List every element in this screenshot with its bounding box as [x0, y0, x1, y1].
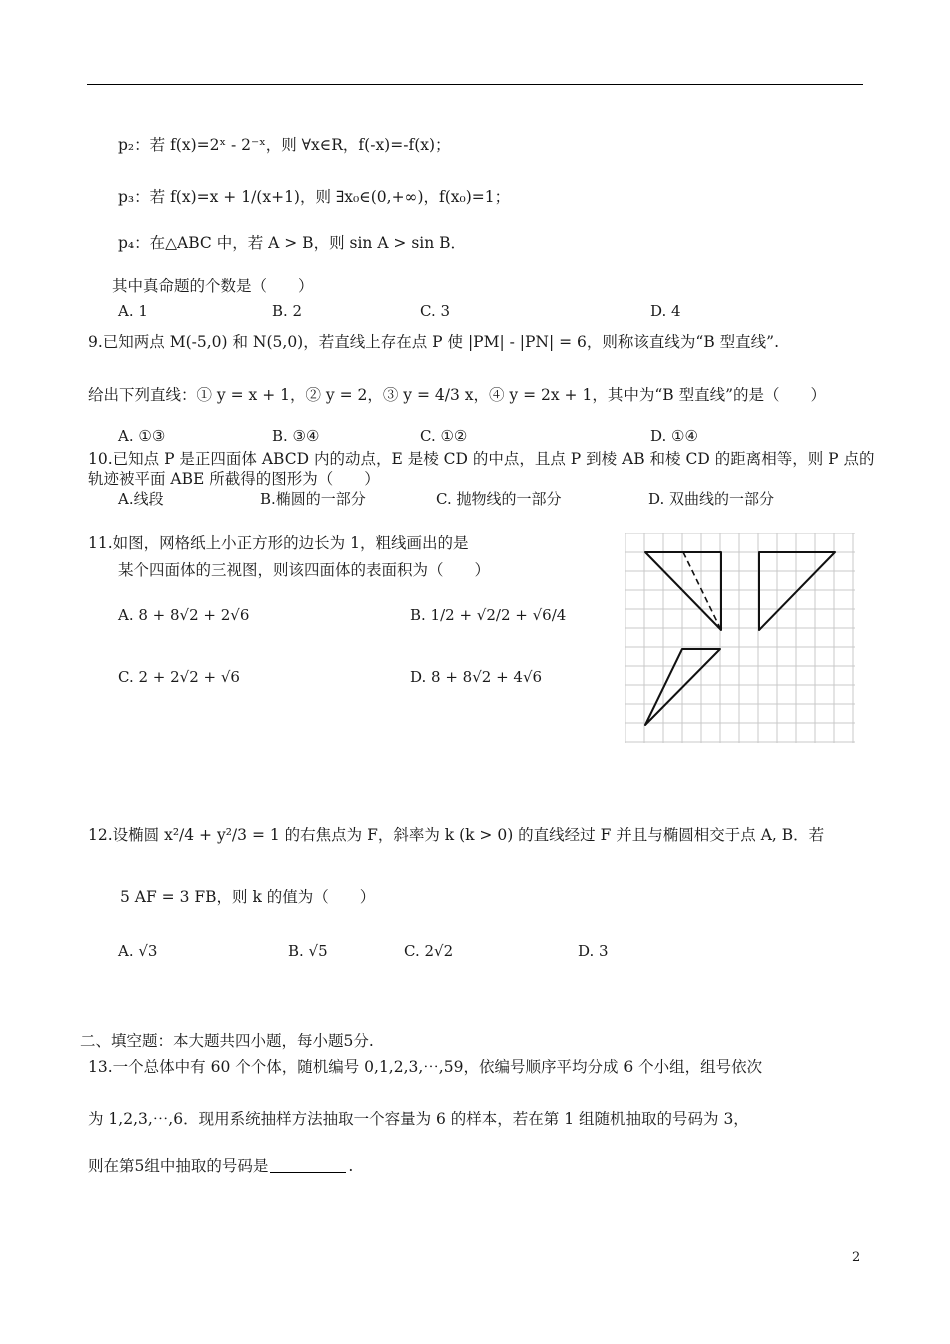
q10-option-d: D. 双曲线的一部分 [648, 490, 775, 508]
three-view-grid-figure [625, 533, 857, 745]
q10-line2: 轨迹被平面 ABE 所截得的图形为（ ） [88, 470, 380, 488]
front-view-triangle [645, 552, 721, 630]
q13-line2: 为 1,2,3,⋯,6．现用系统抽样方法抽取一个容量为 6 的样本，若在第 1 组随机抽取的号码为 3， [88, 1110, 749, 1128]
side-view-triangle [759, 552, 835, 630]
q11-line1: 11.如图，网格纸上小正方形的边长为 1，粗线画出的是 [88, 534, 469, 552]
section-2-heading: 二、填空题：本大题共四小题，每小题5分. [80, 1032, 374, 1050]
hidden-edge-dashed [683, 552, 721, 630]
q11-option-d: D. 8 + 8√2 + 4√6 [410, 668, 543, 686]
q8-question: 其中真命题的个数是（ ） [112, 277, 314, 295]
q9-line1: 9.已知两点 M(-5,0) 和 N(5,0)，若直线上存在点 P 使 |PM| - |PN| = 6，则称该直线为“B 型直线”. [88, 333, 780, 351]
q12-option-d: D. 3 [578, 942, 609, 960]
q8-p2: p₂：若 f(x)=2ˣ - 2⁻ˣ，则 ∀x∈R，f(-x)=-f(x)； [118, 136, 451, 154]
q8-option-d: D. 4 [650, 302, 681, 320]
answer-blank[interactable] [270, 1172, 346, 1173]
q9-option-b: B. ③④ [272, 427, 320, 445]
q8-p3: p₃：若 f(x)=x + 1/(x+1)，则 ∃x₀∈(0,+∞)，f(x₀)=1； [118, 188, 511, 206]
header-rule [87, 84, 863, 85]
q9-line2: 给出下列直线：① y = x + 1，② y = 2，③ y = 4/3 x，④ y = 2x + 1，其中为“B 型直线”的是（ ） [88, 386, 826, 404]
q13-line3-text: 则在第5组中抽取的号码是 [88, 1157, 269, 1175]
q12-option-c: C. 2√2 [404, 942, 454, 960]
q13-line3-end: . [348, 1157, 354, 1175]
q8-option-c: C. 3 [420, 302, 451, 320]
q9-option-d: D. ①④ [650, 427, 698, 445]
q9-option-a: A. ①③ [118, 427, 166, 445]
q12-line2: 5 AF = 3 FB，则 k 的值为（ ） [120, 888, 376, 906]
q12-line1: 12.设椭圆 x²/4 + y²/3 = 1 的右焦点为 F，斜率为 k (k > 0) 的直线经过 F 并且与椭圆相交于点 A, B．若 [88, 826, 825, 844]
q11-option-c: C. 2 + 2√2 + √6 [118, 668, 240, 686]
q13-line3 [88, 1157, 353, 1176]
q11-line2: 某个四面体的三视图，则该四面体的表面积为（ ） [118, 561, 491, 579]
q12-option-b: B. √5 [288, 942, 328, 960]
page-number: 2 [852, 1250, 861, 1265]
q11-option-b: B. 1/2 + √2/2 + √6/4 [410, 606, 567, 624]
q12-option-a: A. √3 [118, 942, 158, 960]
q8-option-b: B. 2 [272, 302, 303, 320]
q10-line1: 10.已知点 P 是正四面体 ABCD 内的动点，E 是棱 CD 的中点，且点 P 到棱 AB 和棱 CD 的距离相等，则 P 点的 [88, 450, 875, 468]
q13-line1: 13.一个总体中有 60 个个体，随机编号 0,1,2,3,⋯,59，依编号顺序平均分成 6 个小组，组号依次 [88, 1058, 763, 1076]
q10-option-a: A.线段 [118, 490, 164, 508]
q10-option-c: C. 抛物线的一部分 [436, 490, 562, 508]
q9-option-c: C. ①② [420, 427, 468, 445]
q8-p4: p₄：在△ABC 中，若 A > B，则 sin A > sin B． [118, 234, 467, 252]
q11-option-a: A. 8 + 8√2 + 2√6 [118, 606, 250, 624]
q10-option-b: B.椭圆的一部分 [260, 490, 366, 508]
q8-option-a: A. 1 [118, 302, 148, 320]
